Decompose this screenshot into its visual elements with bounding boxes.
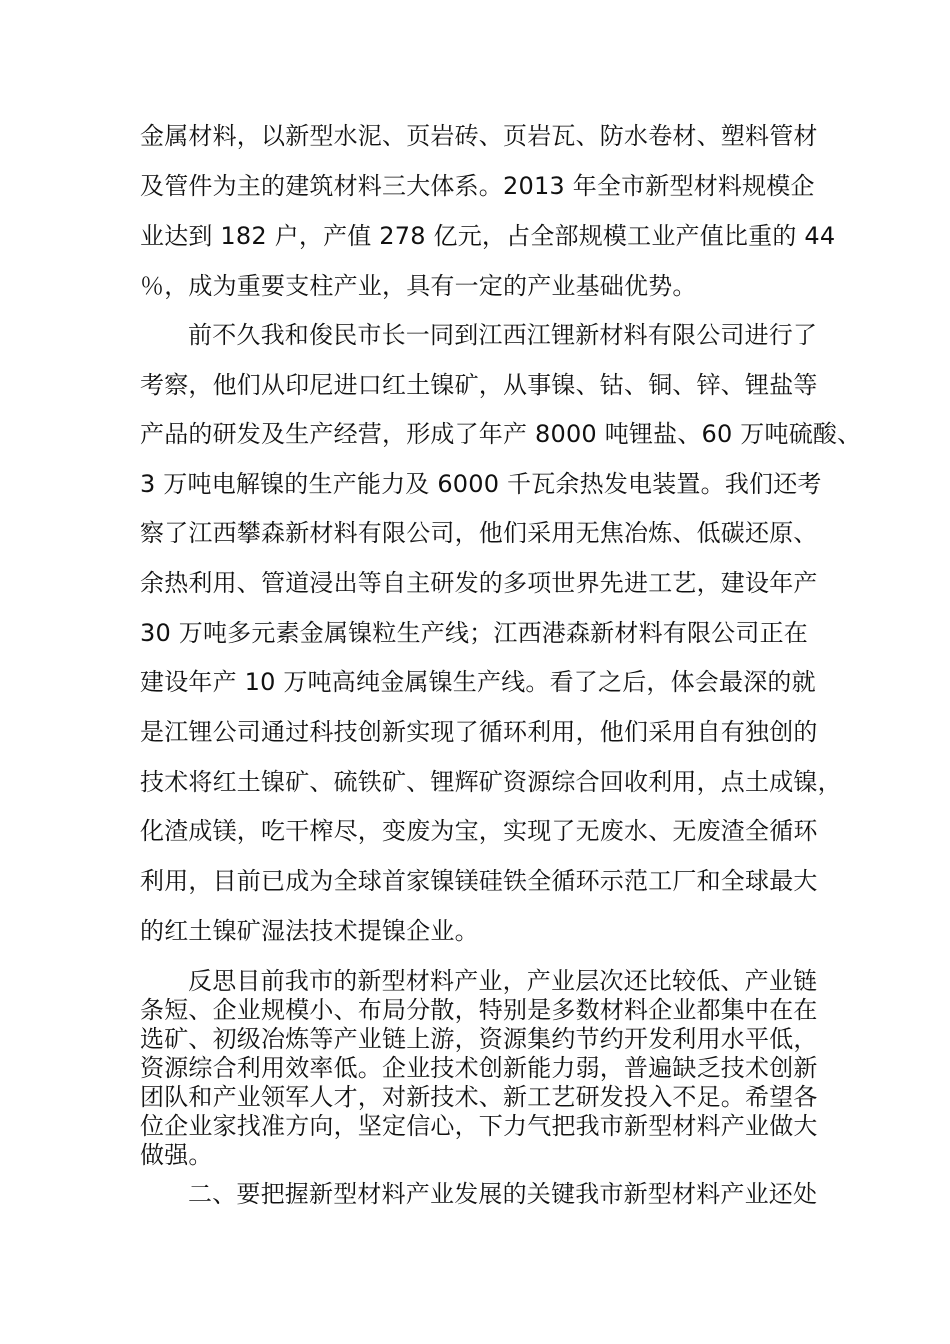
text-line: 前不久我和俊民市长一同到江西江锂新材料有限公司进行了	[188, 321, 818, 349]
text-line: 建设年产 10 万吨高纯金属镍生产线。看了之后，体会最深的就	[140, 668, 816, 696]
text-line: 3 万吨电解镍的生产能力及 6000 千瓦余热发电装置。我们还考	[140, 470, 822, 498]
text-line: 产品的研发及生产经营，形成了年产 8000 吨锂盐、60 万吨硫酸、	[140, 420, 862, 448]
text-line: 选矿、初级冶炼等产业链上游，资源集约节约开发利用水平低，	[140, 1025, 818, 1053]
text-line: 团队和产业领军人才，对新技术、新工艺研发投入不足。希望各	[140, 1083, 818, 1111]
text-line: 考察，他们从印尼进口红土镍矿，从事镍、钴、铜、锌、锂盐等	[140, 371, 818, 399]
text-line: 化渣成镁，吃干榨尽，变废为宝，实现了无废水、无废渣全循环	[140, 817, 818, 845]
text-line: 是江锂公司通过科技创新实现了循环利用，他们采用自有独创的	[140, 718, 818, 746]
text-line: 及管件为主的建筑材料三大体系。2013 年全市新型材料规模企	[140, 172, 815, 200]
text-line: 察了江西攀森新材料有限公司，他们采用无焦冶炼、低碳还原、	[140, 519, 818, 547]
text-line: ％，成为重要支柱产业，具有一定的产业基础优势。	[140, 272, 697, 300]
text-line: 业达到 182 户，产值 278 亿元，占全部规模工业产值比重的 44	[140, 222, 836, 250]
text-line: 30 万吨多元素金属镍粒生产线；江西港森新材料有限公司正在	[140, 619, 808, 647]
text-line: 余热利用、管道浸出等自主研发的多项世界先进工艺，建设年产	[140, 569, 818, 597]
text-line: 金属材料，以新型水泥、页岩砖、页岩瓦、防水卷材、塑料管材	[140, 122, 818, 150]
text-line: 位企业家找准方向，坚定信心，下力气把我市新型材料产业做大	[140, 1112, 818, 1140]
text-line: 做强。	[140, 1141, 213, 1169]
text-line: 利用，目前已成为全球首家镍镁硅铁全循环示范工厂和全球最大	[140, 867, 818, 895]
paragraph-3	[140, 967, 820, 1170]
text-line: 技术将红土镍矿、硫铁矿、锂辉矿资源综合回收利用，点土成镍，	[140, 768, 842, 796]
text-line: 条短、企业规模小、布局分散，特别是多数材料企业都集中在在	[140, 996, 818, 1024]
section-heading-line: 二、要把握新型材料产业发展的关键我市新型材料产业还处	[188, 1180, 818, 1208]
text-line: 反思目前我市的新型材料产业，产业层次还比较低、产业链	[188, 967, 818, 995]
text-line: 的红土镍矿湿法技术提镍企业。	[140, 917, 479, 945]
text-line: 资源综合利用效率低。企业技术创新能力弱，普遍缺乏技术创新	[140, 1054, 818, 1082]
